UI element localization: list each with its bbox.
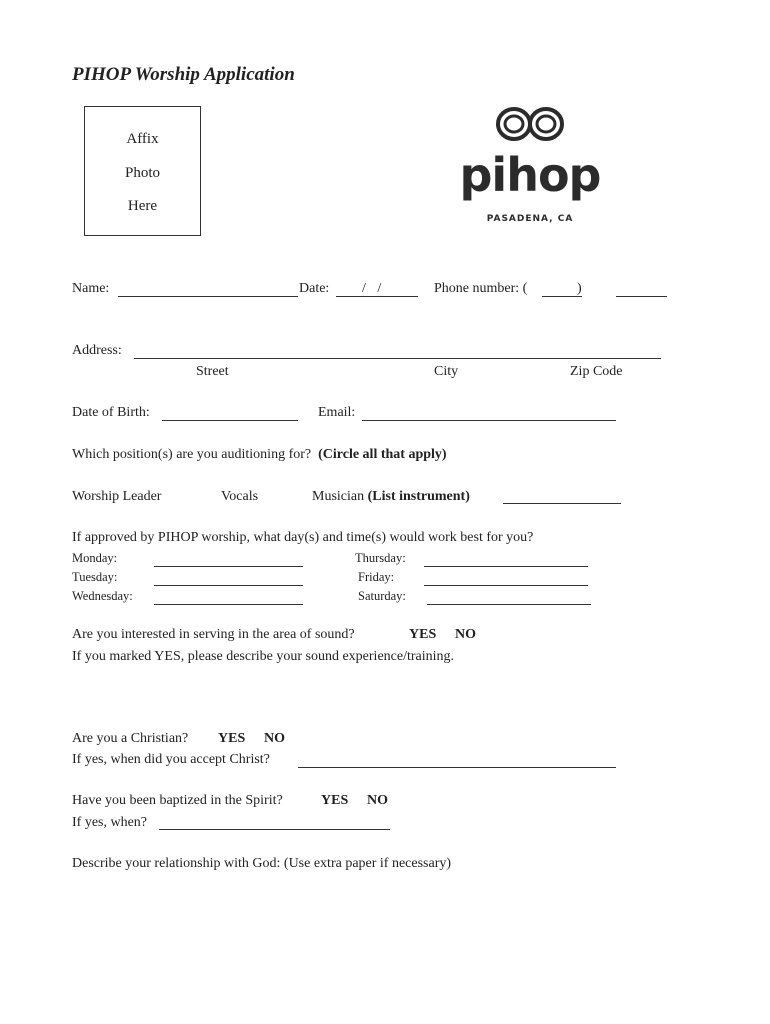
thursday-label: Thursday: [355,551,406,565]
dob-field[interactable] [162,420,298,421]
option-vocals[interactable]: Vocals [221,489,259,504]
option-worship-leader[interactable]: Worship Leader [72,489,162,504]
accept-christ-field[interactable] [298,767,616,768]
tuesday-label: Tuesday: [72,570,118,584]
logo-location: PASADENA, CA [486,214,574,224]
friday-label: Friday: [358,570,395,584]
sound-no-option[interactable]: NO [455,627,476,642]
date-separators: / / [362,281,382,296]
pihop-logo [452,100,608,230]
photo-box-line-1: Affix [126,131,159,147]
email-field[interactable] [362,420,616,421]
logo-wordmark: pihop [459,148,601,202]
position-question-text: Which position(s) are you auditioning for? [72,447,312,462]
sound-followup: If you marked YES, please describe your sound experience/training. [72,649,455,664]
phone-area-code-field[interactable] [542,296,582,297]
position-instruction: (Circle all that apply) [318,447,447,462]
baptized-no-option[interactable]: NO [367,793,388,808]
address-field[interactable] [134,358,661,359]
phone-label: Phone number: ( [434,281,528,296]
saturday-field[interactable] [427,604,591,605]
phone-close-paren: ) [577,281,582,296]
page-title: PIHOP Worship Application [72,64,295,85]
dob-label: Date of Birth: [72,405,150,420]
sound-question: Are you interested in serving in the area of sound? [72,627,355,642]
option-musician[interactable] [312,489,470,505]
thursday-field[interactable] [424,566,588,567]
monday-label: Monday: [72,551,118,565]
tuesday-field[interactable] [154,585,303,586]
email-label: Email: [318,405,356,420]
address-label: Address: [72,343,122,358]
relationship-prompt: Describe your relationship with God: (Use extra paper if necessary) [72,856,452,871]
christian-followup: If yes, when did you accept Christ? [72,752,270,767]
christian-yes-option[interactable]: YES [218,731,246,746]
saturday-label: Saturday: [358,589,406,603]
address-street-caption: Street [196,364,229,379]
photo-box-line-3: Here [127,198,158,214]
baptized-followup: If yes, when? [72,815,148,830]
sound-yes-option[interactable]: YES [409,627,437,642]
phone-number-field[interactable] [616,296,667,297]
baptized-yes-option[interactable]: YES [321,793,349,808]
wednesday-label: Wednesday: [72,589,133,603]
name-label: Name: [72,281,110,296]
christian-question: Are you a Christian? [72,731,189,746]
instrument-field[interactable] [503,503,621,504]
christian-no-option[interactable]: NO [264,731,285,746]
name-field[interactable] [118,296,298,297]
address-zip-caption: Zip Code [570,364,623,379]
wednesday-field[interactable] [154,604,303,605]
friday-field[interactable] [424,585,588,586]
option-musician-label: Musician [312,489,365,504]
address-city-caption: City [434,364,459,379]
date-label: Date: [299,281,330,296]
photo-box-line-2: Photo [124,165,160,181]
instrument-instruction: (List instrument) [367,489,470,504]
photo-placeholder-box [84,106,201,236]
baptized-when-field[interactable] [159,829,390,830]
monday-field[interactable] [154,566,303,567]
infinity-icon [452,100,608,148]
availability-question: If approved by PIHOP worship, what day(s) and time(s) would work best for you? [72,530,534,545]
baptized-question: Have you been baptized in the Spirit? [72,793,283,808]
position-question [72,447,447,463]
